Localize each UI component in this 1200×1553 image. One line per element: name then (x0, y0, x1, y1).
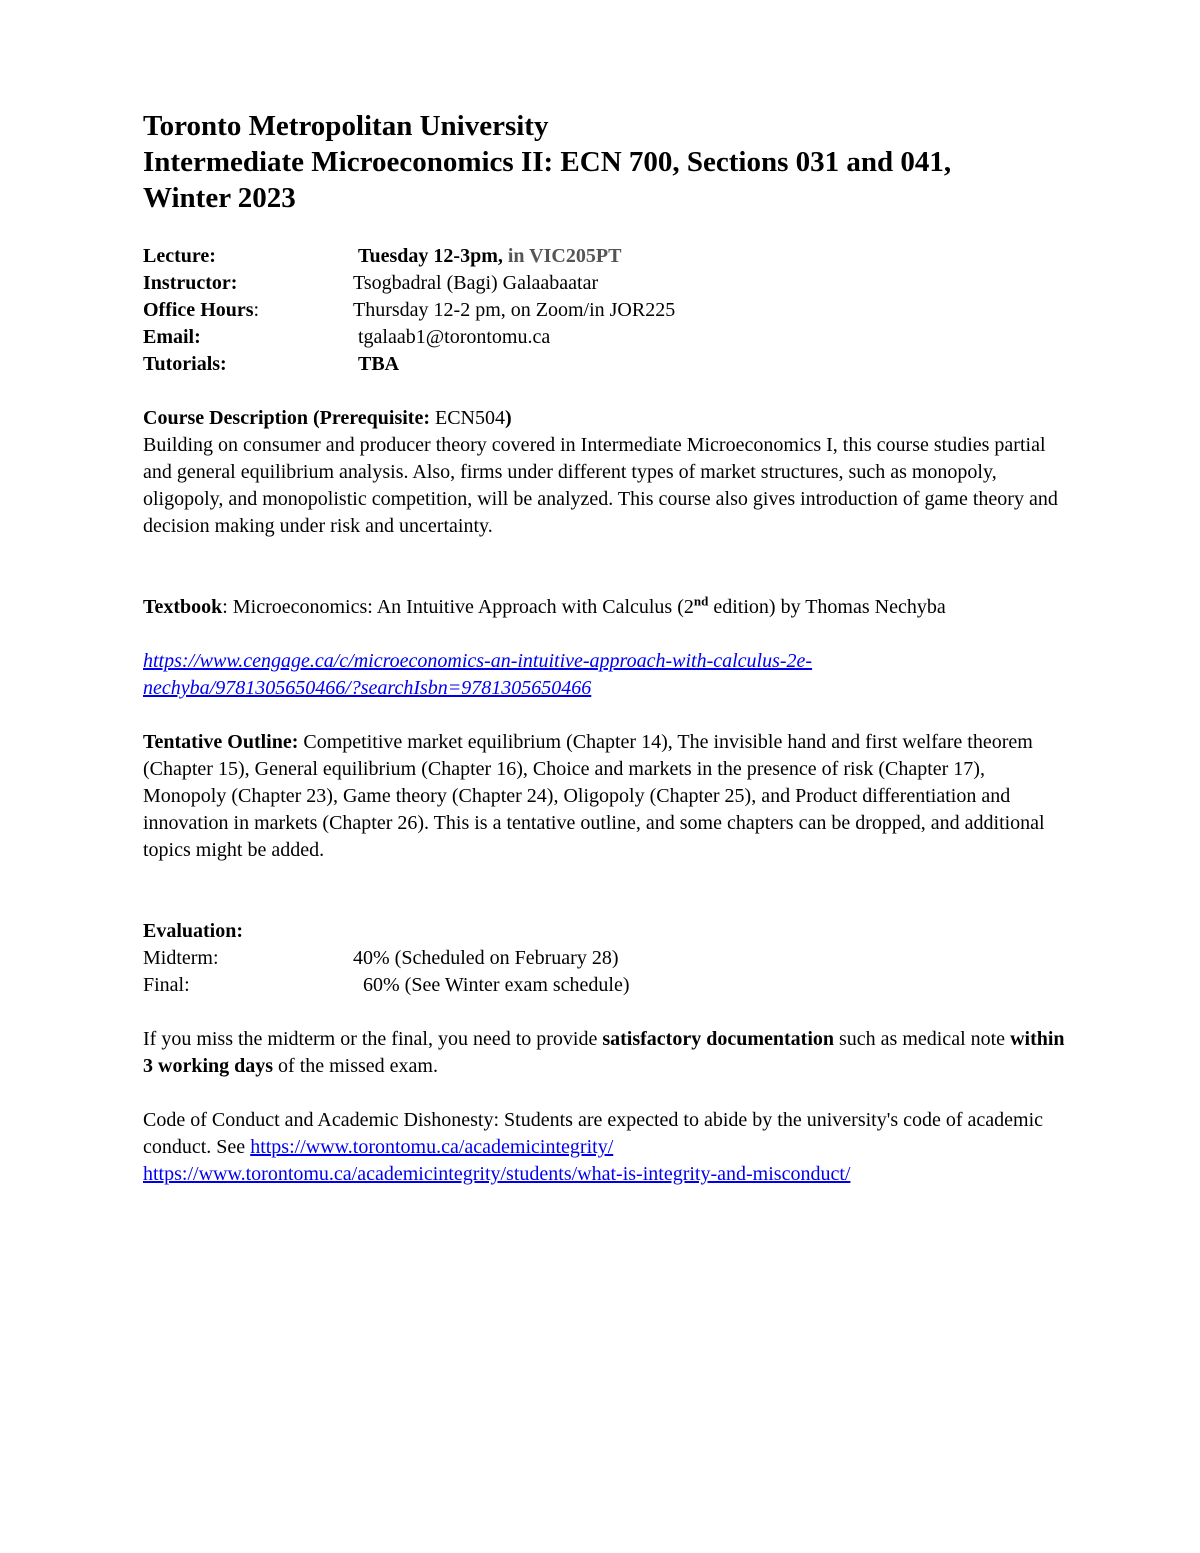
textbook-edition-sup: nd (693, 593, 709, 609)
instructor-row (143, 270, 1073, 297)
outline-label: Tentative Outline: (143, 731, 299, 753)
course-description-heading (143, 405, 1073, 432)
conduct-text: Code of Conduct and Academic Dishonesty: Students are expected to abide by the university's code of academic conduct. See (143, 1109, 1044, 1158)
document-page (143, 108, 1073, 1188)
academic-integrity-link[interactable]: https://www.torontomu.ca/academicintegrity/ (250, 1136, 614, 1158)
course-description-close: ) (504, 407, 512, 429)
missed-exam-paragraph (143, 1026, 1073, 1080)
evaluation-item-value: 40% (Scheduled on February 28) (353, 947, 619, 969)
tutorials-row (143, 351, 1073, 378)
course-description-body: Building on consumer and producer theory covered in Intermediate Microeconomics I, this course studies partial and general equilibrium analysis. Also, firms under different types of market structures, such as monopoly, oligopoly, and monopolistic competition, will be analyzed. This course also gives introduction of game theory and decision making under risk and uncertainty. (143, 434, 1058, 537)
office-hours-label (143, 297, 353, 324)
textbook-text-after: edition) by Thomas Nechyba (708, 596, 946, 618)
lecture-label: Lecture: (143, 245, 216, 267)
evaluation-list (143, 945, 1073, 999)
missed-exam-deadline: within 3 working days (143, 1028, 1065, 1077)
textbook-link[interactable] (143, 650, 812, 699)
missed-exam-text: of the missed exam. (273, 1055, 438, 1077)
course-info-block (143, 243, 1073, 378)
textbook-link-paragraph (143, 648, 1073, 702)
textbook-paragraph (143, 594, 1073, 621)
tutorials-text: TBA (358, 353, 400, 375)
textbook-text: : Microeconomics: An Intuitive Approach with Calculus (2 (222, 596, 694, 618)
missed-exam-text: such as medical note (834, 1028, 1011, 1050)
course-title: Intermediate Microeconomics II: ECN 700, Sections 031 and 041, (143, 146, 952, 178)
evaluation-item-midterm (143, 945, 1073, 972)
evaluation-item-label: Midterm: (143, 947, 219, 969)
textbook-link-line2[interactable]: nechyba/9781305650466/?searchIsbn=9781305650466 (143, 677, 592, 699)
instructor-value: Tsogbadral (Bagi) Galaabaatar (353, 272, 599, 294)
integrity-misconduct-link[interactable]: https://www.torontomu.ca/academicintegrity/students/what-is-integrity-and-misconduct/ (143, 1163, 851, 1185)
lecture-row (143, 243, 1073, 270)
conduct-paragraph (143, 1107, 1073, 1188)
missed-exam-text: If you miss the midterm or the final, you need to provide (143, 1028, 603, 1050)
outline-paragraph (143, 729, 1073, 864)
course-description-label: Course Description (Prerequisite: (143, 407, 430, 429)
tutorials-value (353, 351, 399, 378)
office-hours-label-text: Office Hours (143, 299, 254, 321)
office-hours-colon: : (253, 299, 260, 321)
course-term: Winter 2023 (143, 182, 296, 214)
textbook-link-line1[interactable]: https://www.cengage.ca/c/microeconomics-an-intuitive-approach-with-calculus-2e- (143, 650, 813, 672)
office-hours-row (143, 297, 1073, 324)
textbook-label: Textbook (143, 596, 223, 618)
prerequisite-code: ECN504 (429, 407, 505, 429)
email-value[interactable] (353, 324, 550, 351)
lecture-room: in VIC205PT (502, 245, 622, 267)
lecture-time: Tuesday 12-3pm, (358, 245, 503, 267)
evaluation-heading: Evaluation: (143, 920, 244, 942)
email-row (143, 324, 1073, 351)
evaluation-item-value-text: 60% (See Winter exam schedule) (358, 974, 630, 996)
document-title (143, 108, 1073, 216)
instructor-label: Instructor: (143, 272, 238, 294)
email-address[interactable]: tgalaab1@torontomu.ca (358, 326, 551, 348)
evaluation-item-label: Final: (143, 974, 190, 996)
lecture-value (353, 243, 621, 270)
university-name: Toronto Metropolitan University (143, 110, 549, 142)
office-hours-value: Thursday 12-2 pm, on Zoom/in JOR225 (353, 299, 676, 321)
missed-exam-emphasis: satisfactory documentation (602, 1028, 834, 1050)
evaluation-item-value (353, 972, 630, 999)
evaluation-item-final (143, 972, 1073, 999)
outline-body: Competitive market equilibrium (Chapter 14), The invisible hand and first welfare theorem (Chapter 15), General equilibrium (Chapter 16), Choice and markets in the presence of risk (Chapter 17), Monopoly (Chapter 23), Game theory (Chapter 24), Oligopoly (Chapter 25), and Product differentiation and innovation in markets (Chapter 26). This is a tentative outline, and some chapters can be dropped, and additional topics might be added. (143, 731, 1045, 861)
email-label: Email: (143, 326, 201, 348)
tutorials-label: Tutorials: (143, 353, 227, 375)
